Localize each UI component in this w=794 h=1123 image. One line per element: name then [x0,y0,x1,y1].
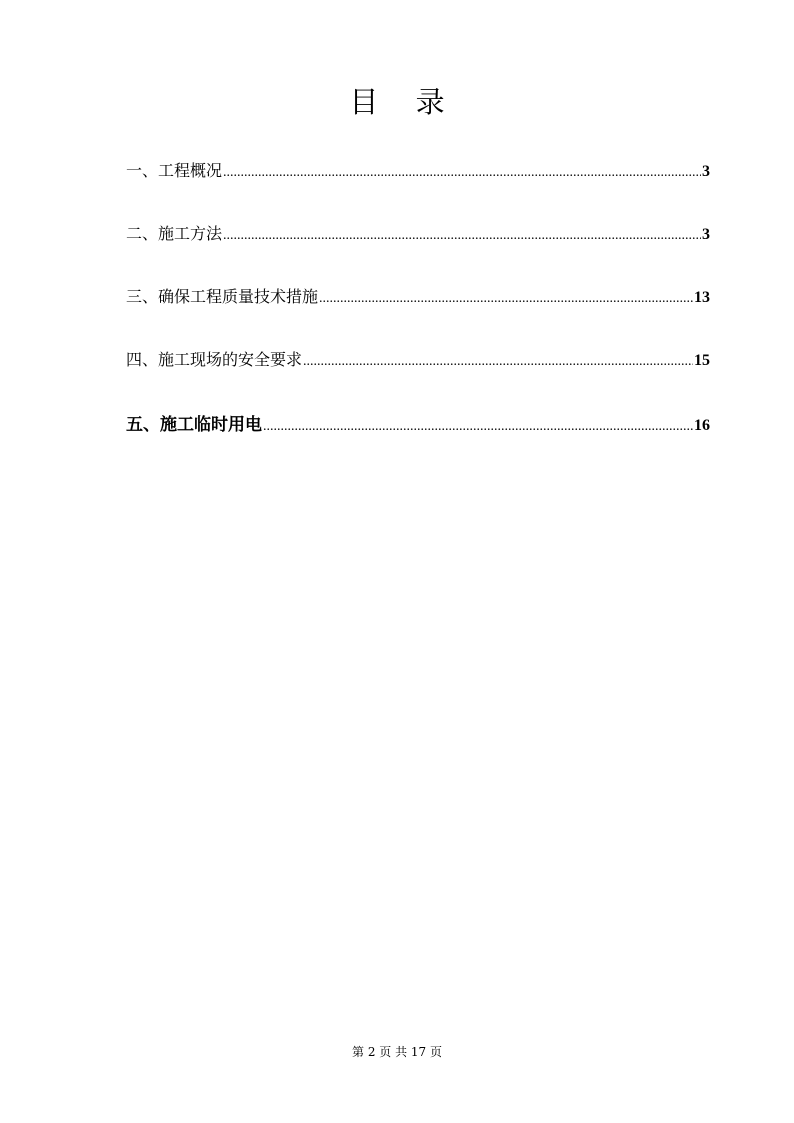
toc-leader-dots [223,165,701,181]
toc-leader-dots [319,291,693,307]
page-title: 目 录 [349,85,459,119]
toc-entry-page: 3 [702,226,710,243]
toc-entry-page: 3 [702,163,710,180]
toc-entry-3[interactable] [126,284,710,304]
table-of-contents [126,158,710,473]
toc-leader-dots [263,419,693,435]
toc-entry-1[interactable] [126,158,710,178]
toc-entry-5[interactable] [126,410,710,435]
toc-entry-label: 二、施工方法 [126,224,223,243]
toc-leader-dots [223,228,701,244]
toc-entry-label: 四、施工现场的安全要求 [126,350,303,369]
toc-entry-label: 五、施工临时用电 [126,415,262,435]
toc-entry-page: 16 [694,417,710,434]
toc-leader-dots [303,354,693,370]
toc-entry-page: 13 [694,289,710,306]
page-footer: 第 2 页 共 17 页 [352,1045,442,1059]
toc-entry-label: 一、工程概况 [126,161,223,180]
toc-entry-4[interactable] [126,347,710,367]
toc-entry-2[interactable] [126,221,710,241]
toc-entry-label: 三、确保工程质量技术措施 [126,287,319,306]
toc-entry-page: 15 [694,352,710,369]
